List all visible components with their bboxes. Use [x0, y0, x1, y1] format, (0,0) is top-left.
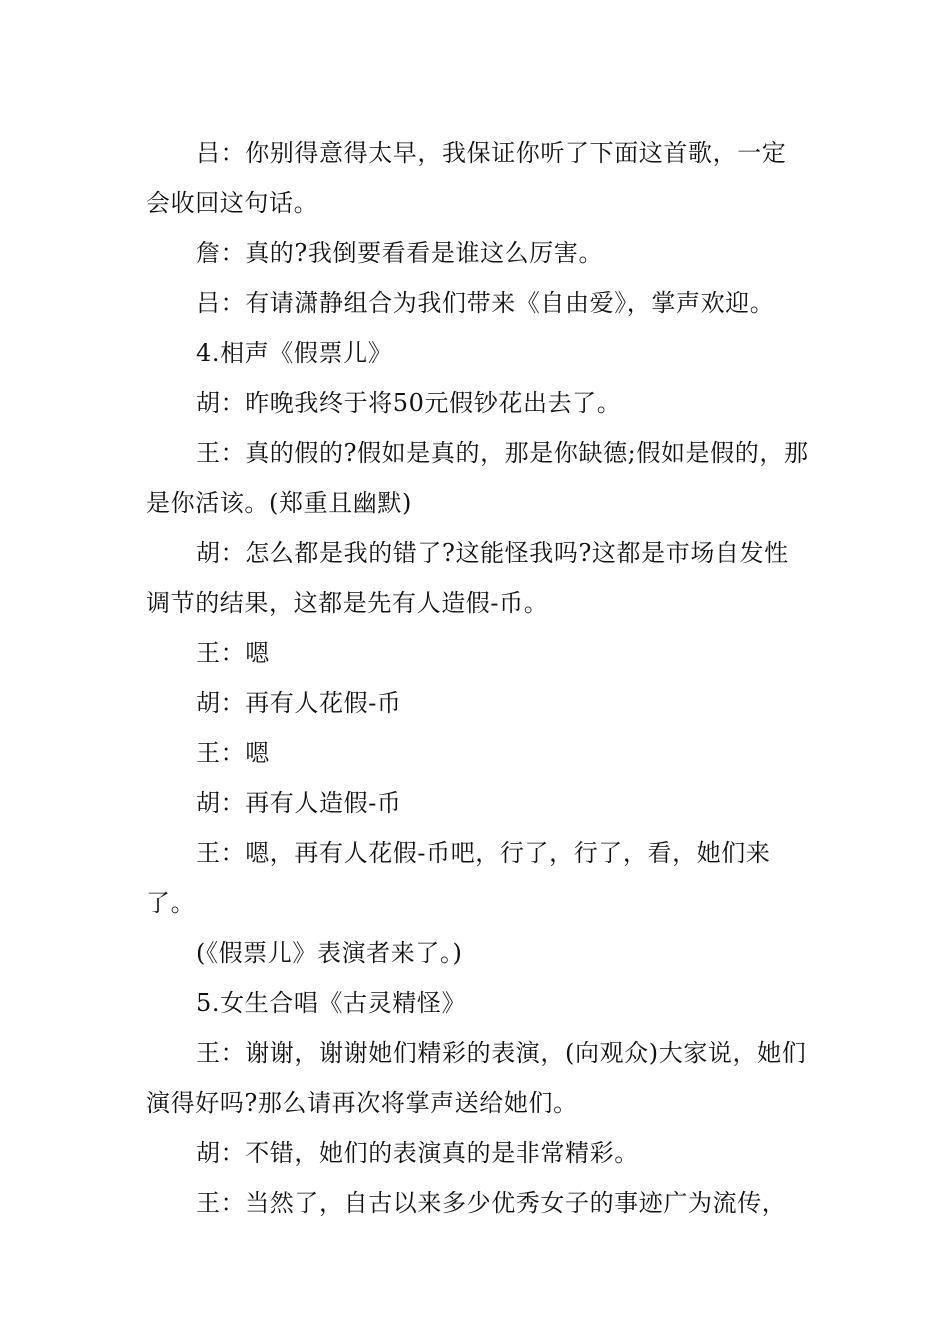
paragraph-10: 王：嗯 — [196, 739, 270, 767]
paragraph-6: 王：真的假的?假如是真的，那是你缺德;假如是假的，那是你活该。(郑重且幽默) — [146, 439, 809, 517]
paragraph-7: 胡：怎么都是我的错了?这能怪我吗?这都是市场自发性调节的结果，这都是先有人造假-币。 — [146, 539, 789, 617]
paragraph-17: 王：当然了，自古以来多少优秀女子的事迹广为流传， — [196, 1189, 787, 1217]
paragraph-9: 胡：再有人花假-币 — [196, 689, 402, 717]
paragraph-3: 吕：有请潇静组合为我们带来《自由爱》，掌声欢迎。 — [196, 289, 775, 317]
section-heading-5: 5.女生合唱《古灵精怪》 — [196, 989, 467, 1017]
paragraph-11: 胡：再有人造假-币 — [196, 789, 402, 817]
paragraph-1: 吕：你别得意得太早，我保证你听了下面这首歌，一定会收回这句话。 — [146, 139, 787, 217]
paragraph-5: 胡：昨晚我终于将50元假钞花出去了。 — [196, 389, 622, 417]
paragraph-8: 王：嗯 — [196, 639, 270, 667]
document-body — [146, 128, 810, 1228]
stage-direction: (《假票儿》表演者来了。) — [196, 939, 463, 967]
section-heading-4: 4.相声《假票儿》 — [196, 339, 393, 367]
paragraph-12: 王：嗯，再有人花假-币吧，行了，行了，看，她们来了。 — [146, 839, 771, 917]
paragraph-16: 胡：不错，她们的表演真的是非常精彩。 — [196, 1139, 639, 1167]
paragraph-15: 王：谢谢，谢谢她们精彩的表演，(向观众)大家说，她们演得好吗?那么请再次将掌声送给她们。 — [146, 1039, 807, 1117]
paragraph-2: 詹：真的?我倒要看看是谁这么厉害。 — [196, 239, 604, 267]
